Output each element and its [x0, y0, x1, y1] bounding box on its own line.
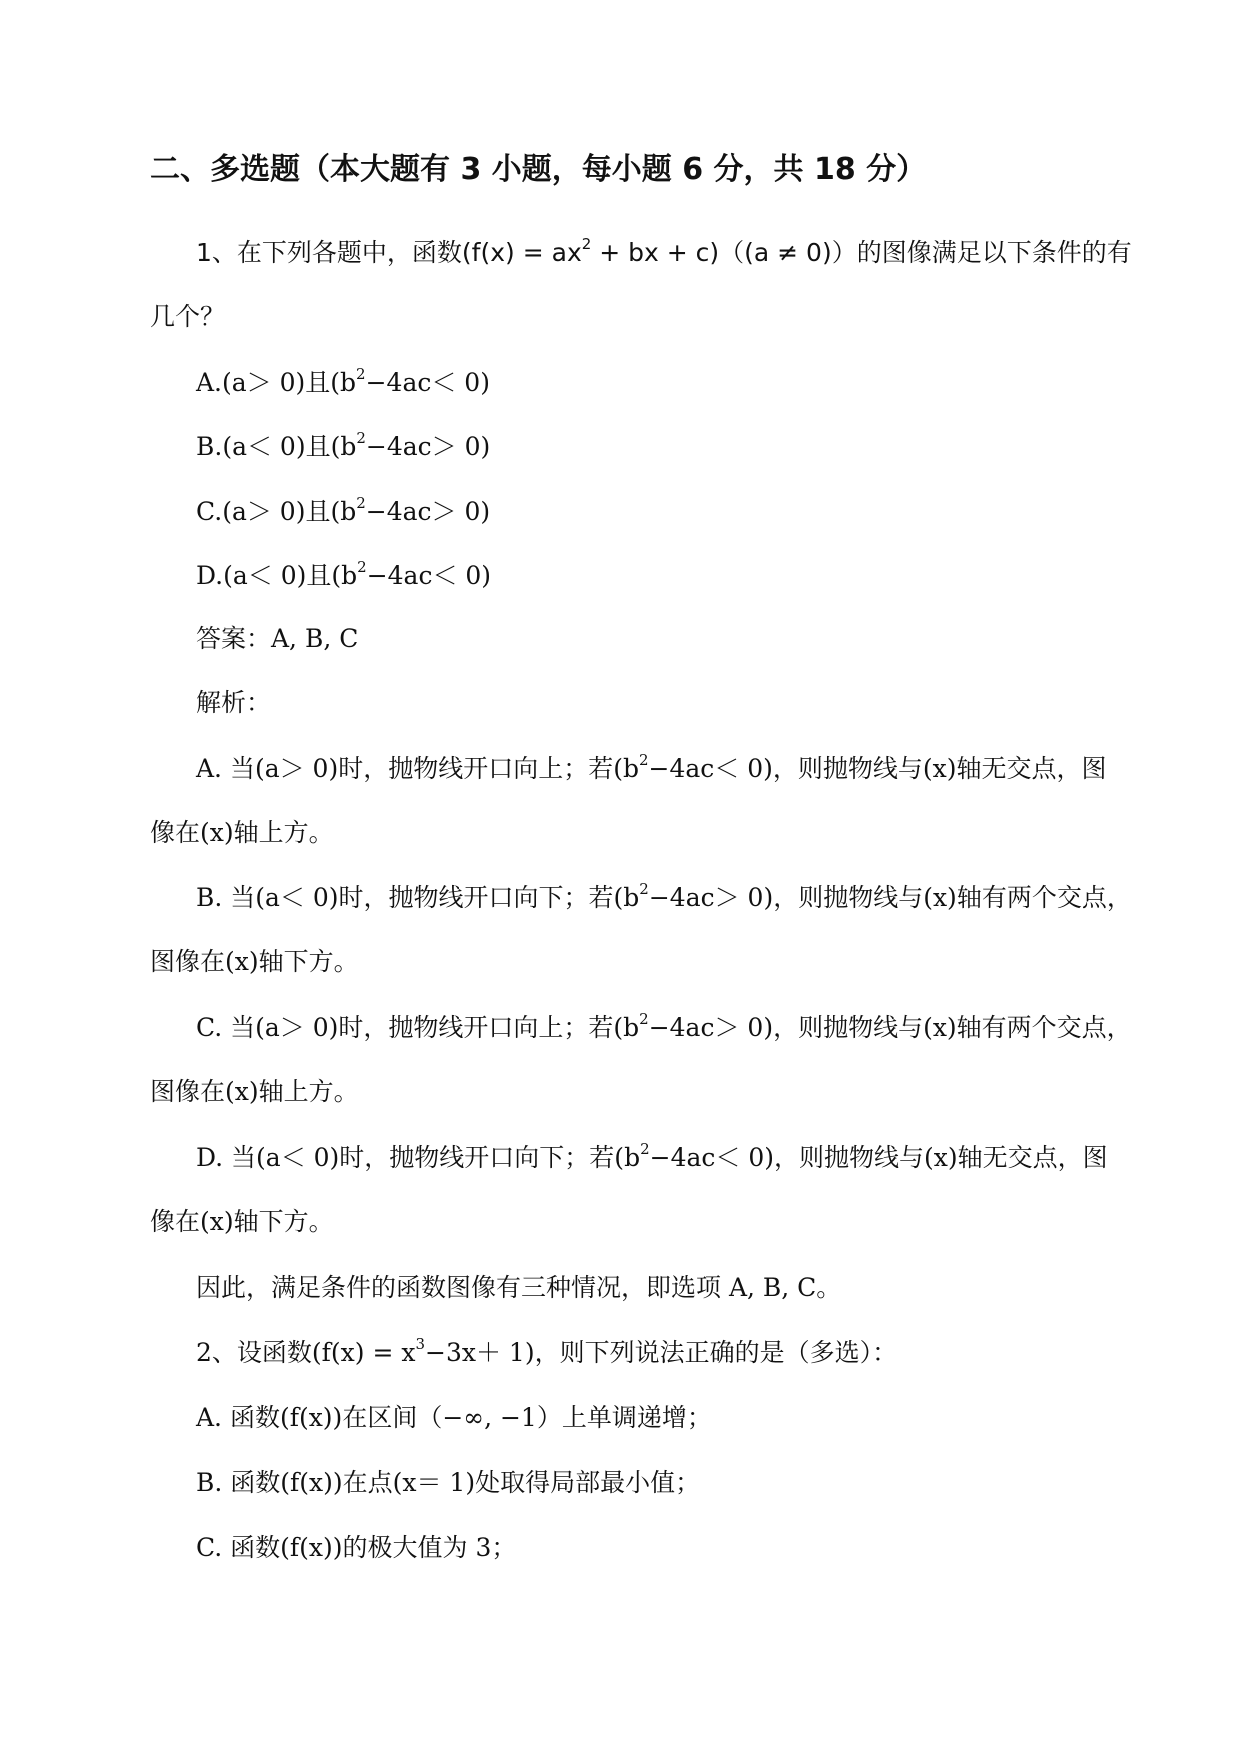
analysis-post: −4ac＜ 0)，则抛物线与(x)轴无交点，图: [649, 1143, 1108, 1172]
q1-stem-func-suffix: + bx + c): [591, 238, 720, 267]
q1-stem-prefix: 1、在下列各题中，函数: [196, 238, 462, 267]
option-expr-pre: (a＜ 0)且(b: [222, 432, 357, 461]
option-expr-pre: (a＞ 0)且(b: [222, 368, 357, 397]
option-expr-post: −4ac＜ 0): [365, 368, 490, 397]
q1-analysis-a-line1: [196, 752, 1107, 786]
option-expr-sup: 2: [356, 428, 366, 447]
q1-analysis-b-line1: [196, 881, 1132, 915]
analysis-pre: B. 当(a＜ 0)时，抛物线开口向下；若(b: [196, 883, 640, 912]
analysis-pre: A. 当(a＞ 0)时，抛物线开口向上；若(b: [196, 754, 639, 783]
q1-conclusion: 因此，满足条件的函数图像有三种情况，即选项 A, B, C。: [196, 1273, 842, 1302]
q1-option-d: [196, 559, 491, 593]
option-expr-post: −4ac＞ 0): [365, 497, 491, 526]
q1-analysis-c-line2: 图像在(x)轴上方。: [150, 1077, 359, 1106]
q1-analysis-b-line2: 图像在(x)轴下方。: [150, 947, 359, 976]
analysis-post: −4ac＞ 0)，则抛物线与(x)轴有两个交点，: [648, 1013, 1132, 1042]
q2-stem: [196, 1336, 897, 1370]
option-label: C.: [196, 497, 223, 526]
analysis-sup: 2: [638, 750, 649, 769]
q1-stem-line1: [196, 236, 1132, 270]
q1-analysis-c-line1: [196, 1011, 1132, 1045]
q2-stem-sup: 3: [415, 1334, 426, 1353]
q1-stem-tail: 的图像满足以下条件的有: [856, 238, 1132, 267]
q2-option-b: B. 函数(f(x))在点(x＝ 1)处取得局部最小值；: [196, 1468, 701, 1497]
q1-analysis-d-line2: 像在(x)轴下方。: [150, 1207, 334, 1236]
option-label: B.: [196, 432, 223, 461]
q1-option-a: [196, 366, 490, 400]
option-expr-sup: 2: [357, 557, 367, 576]
q1-stem-func-sup: 2: [581, 234, 592, 253]
analysis-sup: 2: [639, 1009, 649, 1028]
q1-analysis-label: 解析：: [196, 688, 272, 717]
option-expr-pre: (a＞ 0)且(b: [222, 497, 357, 526]
option-label: A.: [196, 368, 223, 397]
q2-option-c: C. 函数(f(x))的极大值为 3；: [196, 1533, 517, 1562]
q1-option-c: [196, 495, 490, 529]
q2-option-a: A. 函数(f(x))在区间（−∞, −1）上单调递增；: [196, 1403, 712, 1432]
q1-analysis-a-line2: 像在(x)轴上方。: [150, 818, 334, 847]
analysis-sup: 2: [639, 879, 649, 898]
q1-analysis-d-line1: [196, 1141, 1108, 1175]
analysis-post: −4ac＞ 0)，则抛物线与(x)轴有两个交点，: [648, 883, 1132, 912]
option-label: D.: [196, 561, 224, 590]
option-expr-post: −4ac＜ 0): [366, 561, 492, 590]
option-expr-pre: (a＜ 0)且(b: [223, 561, 358, 590]
q1-stem-func: (f(x) = ax: [461, 238, 582, 267]
q1-stem-cond: （(a ≠ 0)）: [719, 238, 857, 267]
q1-option-b: [196, 430, 490, 464]
option-expr-sup: 2: [356, 364, 366, 383]
analysis-post: −4ac＜ 0)，则抛物线与(x)轴无交点，图: [648, 754, 1107, 783]
q1-answer: 答案：A, B, C: [196, 624, 359, 653]
analysis-pre: C. 当(a＞ 0)时，抛物线开口向上；若(b: [196, 1013, 640, 1042]
q1-stem-line2: 几个？: [150, 302, 226, 331]
section-heading: 二、多选题（本大题有 3 小题，每小题 6 分，共 18 分）: [150, 152, 927, 187]
option-expr-sup: 2: [356, 493, 366, 512]
option-expr-post: −4ac＞ 0): [365, 432, 491, 461]
q2-stem-pre: 2、设函数(f(x) = x: [196, 1338, 416, 1367]
q2-stem-post: −3x＋ 1)，则下列说法正确的是（多选）：: [425, 1338, 898, 1367]
analysis-sup: 2: [640, 1139, 650, 1158]
analysis-pre: D. 当(a＜ 0)时，抛物线开口向下；若(b: [196, 1143, 641, 1172]
